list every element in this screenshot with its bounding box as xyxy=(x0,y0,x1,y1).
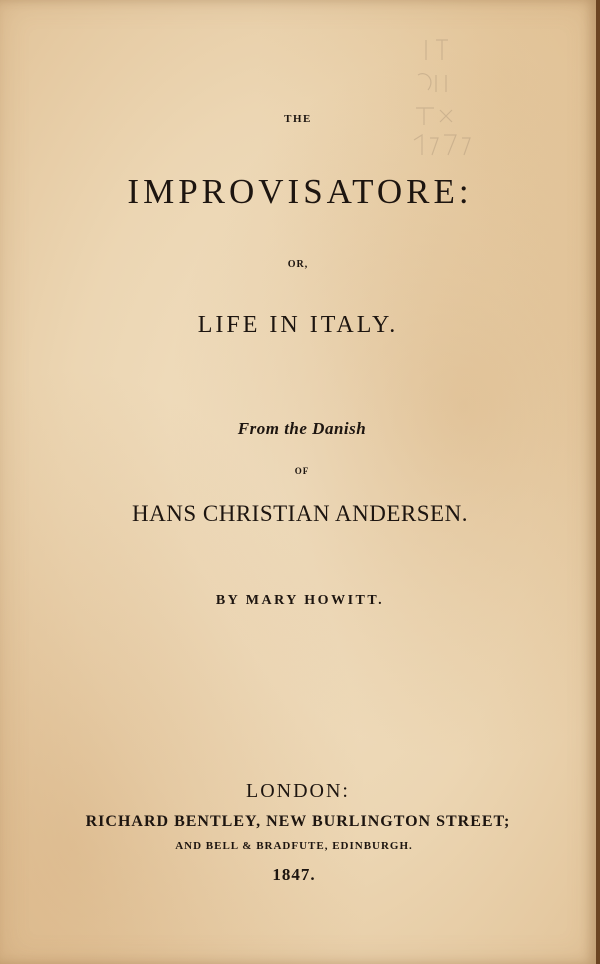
title-article: THE xyxy=(284,113,312,125)
publication-city: LONDON: xyxy=(246,780,350,802)
translator-credit: BY MARY HOWITT. xyxy=(215,593,385,608)
author-name: HANS CHRISTIAN ANDERSEN. xyxy=(132,501,468,526)
pencil-annotation-mark xyxy=(406,30,486,160)
co-publisher: AND BELL & BRADFUTE, EDINBURGH. xyxy=(175,840,413,852)
publisher: RICHARD BENTLEY, NEW BURLINGTON STREET; xyxy=(85,813,511,830)
main-title: IMPROVISATORE: xyxy=(127,172,473,211)
binding-edge xyxy=(596,0,600,964)
translation-source: From the Danish xyxy=(237,419,367,438)
publication-year: 1847. xyxy=(272,865,316,884)
title-conjunction: OR, xyxy=(287,259,309,270)
subtitle: LIFE IN ITALY. xyxy=(197,312,399,338)
author-preposition: OF xyxy=(294,466,310,476)
